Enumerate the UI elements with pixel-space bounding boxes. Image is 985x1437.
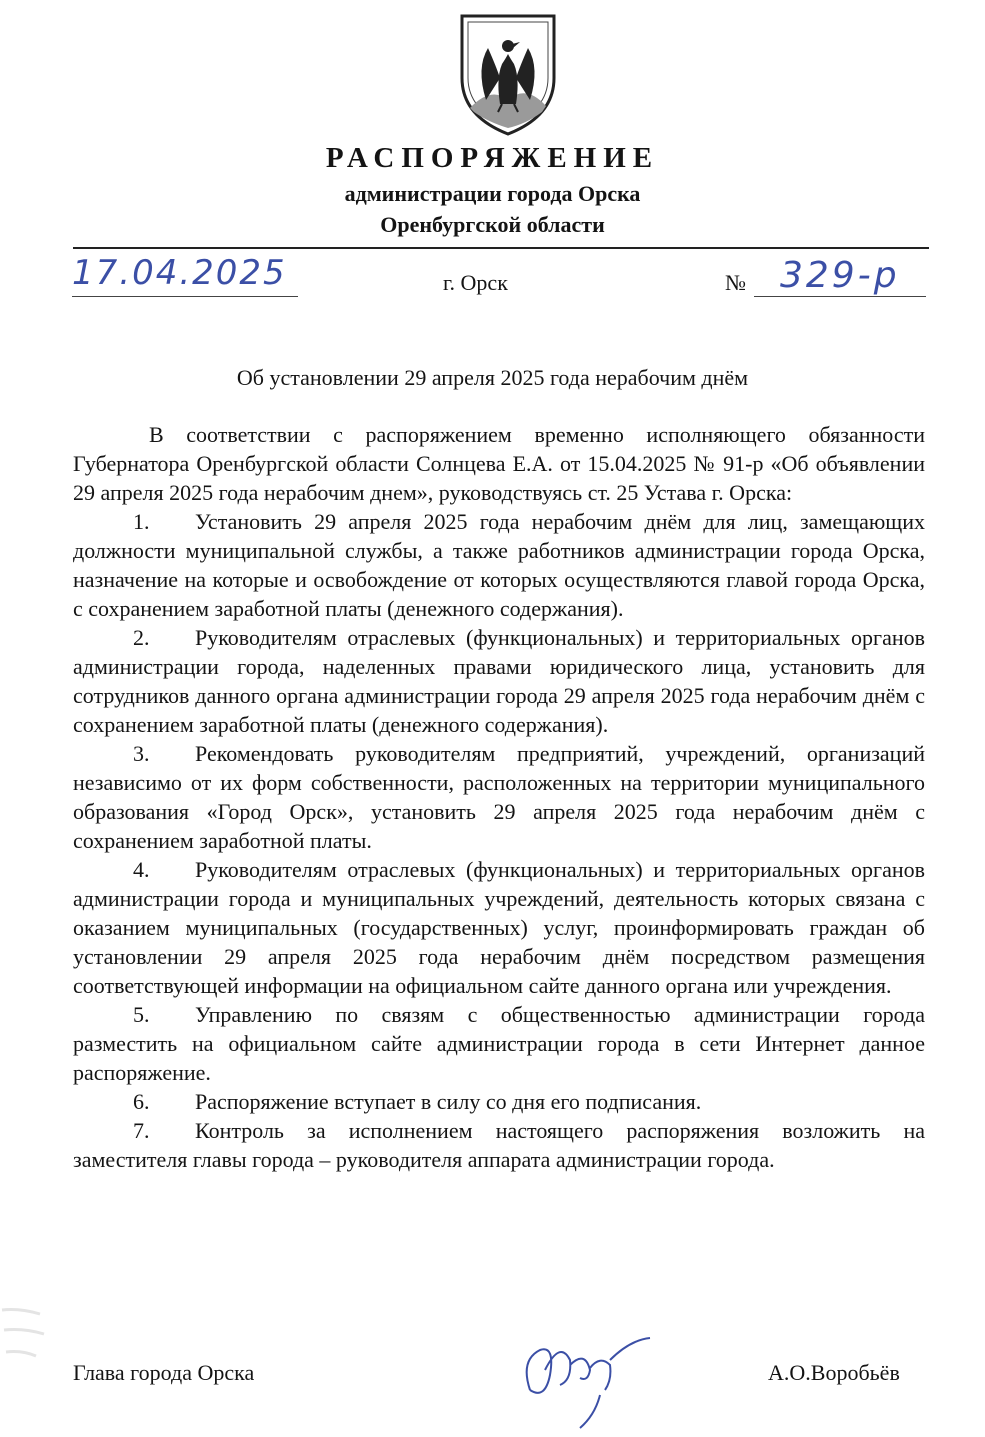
number-underline xyxy=(754,296,926,297)
signatory-role: Глава города Орска xyxy=(73,1360,255,1385)
item-number: 4. xyxy=(133,857,150,882)
document-title: Об установлении 29 апреля 2025 года нерабочим днём xyxy=(236,365,749,390)
issuer-line-2: Оренбургской области xyxy=(380,212,605,237)
city-coat-of-arms-icon xyxy=(456,8,560,138)
handwritten-signature xyxy=(500,1320,670,1430)
list-item xyxy=(73,1116,925,1174)
item-text: Управлению по связям с общественностью администрации города разместить на официальном сайте администрации города в сети Интернет данное распоряжение. xyxy=(73,1002,925,1085)
issuer-line-1: администрации города Орска xyxy=(344,181,641,206)
item-number: 5. xyxy=(133,1002,150,1027)
item-number: 6. xyxy=(133,1089,150,1114)
number-label: № xyxy=(725,270,746,295)
list-item xyxy=(73,739,925,855)
city-label: г. Орск xyxy=(443,270,508,295)
list-item xyxy=(73,855,925,1000)
item-number: 1. xyxy=(133,509,150,534)
handwritten-date: 17.04.2025 xyxy=(72,253,287,293)
item-number: 3. xyxy=(133,741,150,766)
handwritten-number: 329-р xyxy=(780,255,900,296)
item-text: Распоряжение вступает в силу со дня его подписания. xyxy=(195,1089,702,1114)
list-item xyxy=(73,1087,925,1116)
document-type-heading: РАСПОРЯЖЕНИЕ xyxy=(325,142,660,174)
item-text: Руководителям отраслевых (функциональных) и территориальных органов администрации города, наделенных правами юридического лица, установить для сотрудников данного органа администрации города 29 апреля 2025 года нерабочим днём с сохранением заработной платы (денежного содержания). xyxy=(73,625,925,737)
document-body xyxy=(73,420,925,1174)
scan-smudge xyxy=(0,1290,60,1400)
item-number: 2. xyxy=(133,625,150,650)
header-divider xyxy=(73,247,929,249)
list-item xyxy=(73,623,925,739)
date-underline xyxy=(72,296,298,297)
item-text: Руководителям отраслевых (функциональных) и территориальных органов администрации города и муниципальных учреждений, деятельность которых связана с оказанием муниципальных (государственных) услуг, проинформировать граждан об установлении 29 апреля 2025 года нерабочим днём посредством размещения соответствующей информации на официальном сайте данного органа или учреждения. xyxy=(73,857,925,998)
item-text: Рекомендовать руководителям предприятий, учреждений, организаций независимо от их форм собственности, расположенных на территории муниципального образования «Город Орск», установить 29 апреля 2025 года нерабочим днём с сохранением заработной платы. xyxy=(73,741,925,853)
item-number: 7. xyxy=(133,1118,150,1143)
intro-paragraph: В соответствии с распоряжением временно исполняющего обязанности Губернатора Оренбургской области Солнцева Е.А. от 15.04.2025 № 91-р «Об объявлении 29 апреля 2025 года нерабочим днем», руководствуясь ст. 25 Устава г. Орска: xyxy=(73,422,925,505)
item-text: Контроль за исполнением настоящего распоряжения возложить на заместителя главы города – руководителя аппарата администрации города. xyxy=(73,1118,925,1172)
item-text: Установить 29 апреля 2025 года нерабочим днём для лиц, замещающих должности муниципальной службы, а также работников администрации города Орска, назначение на которые и освобождение от которых осуществляются главой города Орска, с сохранением заработной платы (денежного содержания). xyxy=(73,509,925,621)
signatory-name: А.О.Воробьёв xyxy=(768,1360,900,1385)
list-item xyxy=(73,1000,925,1087)
list-item xyxy=(73,507,925,623)
